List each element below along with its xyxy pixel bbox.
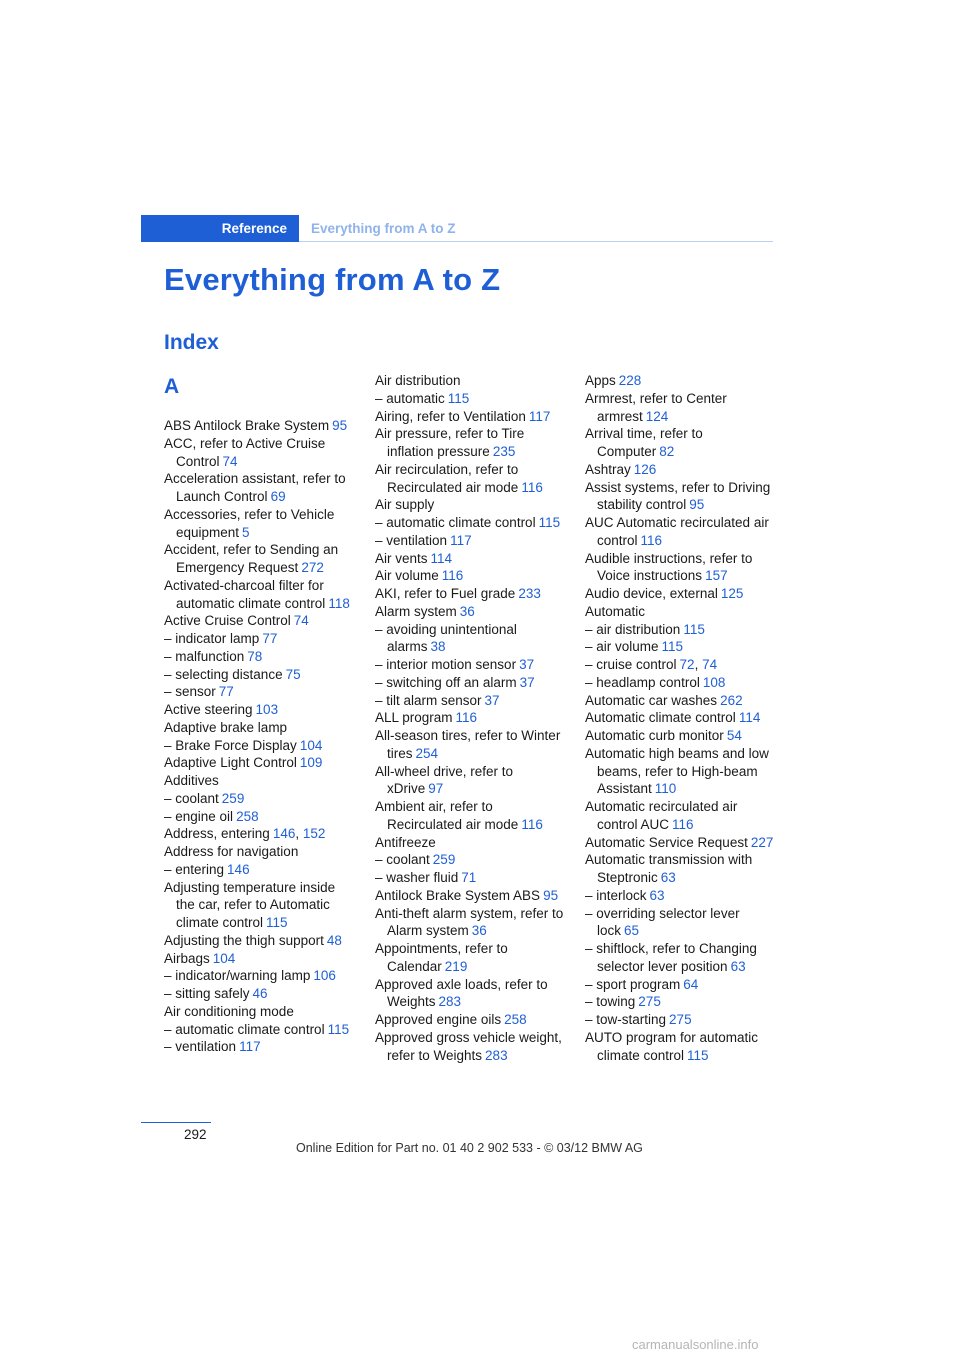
index-entry <box>164 630 352 648</box>
page-ref-link[interactable]: 77 <box>262 631 278 646</box>
index-entry-text: Adjusting temperature inside the car, refer to Automatic climate control <box>164 879 336 930</box>
page-ref-link[interactable]: 5 <box>242 524 250 540</box>
index-entry <box>164 701 352 719</box>
index-entry <box>375 692 565 710</box>
page-ref-link[interactable]: 116 <box>521 479 543 495</box>
index-entry-text: – malfunction <box>164 648 245 664</box>
page-ref-link[interactable]: 74 <box>293 613 309 629</box>
index-entry <box>164 772 352 790</box>
page-ref-link[interactable]: 95 <box>332 418 348 433</box>
index-entry-text: All-season tires, refer to Winter tires <box>375 728 561 761</box>
index-entry <box>585 1029 780 1065</box>
page-number: 292 <box>184 1127 207 1142</box>
index-entry <box>375 567 565 585</box>
index-entry <box>585 709 780 727</box>
index-entry-text: Audio device, external <box>585 586 718 601</box>
page-ref-link[interactable]: 115 <box>447 390 470 406</box>
edition-note: Online Edition for Part no. 01 40 2 902 533 - © 03/12 BMW AG <box>296 1141 643 1155</box>
page-ref-link[interactable]: 64 <box>683 976 699 992</box>
index-entry-text: – switching off an alarm <box>375 674 517 690</box>
index-entry <box>164 1003 352 1021</box>
index-entry <box>164 470 352 506</box>
index-entry <box>375 550 565 568</box>
index-entry <box>164 737 352 755</box>
page-ref-link[interactable]: 110 <box>654 781 677 797</box>
page-ref-link[interactable]: 95 <box>689 497 705 513</box>
index-entry-text: Air recirculation, refer to Recirculated air mode <box>375 461 519 495</box>
index-entry-text: Approved axle loads, refer to Weights <box>375 976 548 1010</box>
page-title: Everything from A to Z <box>164 262 501 297</box>
index-entry <box>585 727 780 745</box>
index-entry <box>375 798 565 834</box>
index-entry <box>585 550 780 586</box>
page-ref-link[interactable]: 116 <box>672 816 694 832</box>
index-entry-text: – towing <box>585 994 636 1010</box>
page-ref-link[interactable]: 233 <box>518 586 541 601</box>
page-ref-link[interactable]: 115 <box>266 915 288 930</box>
page-ref-link[interactable]: 227 <box>750 834 774 850</box>
index-entry <box>585 372 780 390</box>
page-ref-link[interactable]: 65 <box>624 923 640 939</box>
index-entry-text: – selecting distance <box>164 666 283 682</box>
index-entry-text: Automatic car washes <box>585 692 718 708</box>
index-entry <box>375 1029 565 1065</box>
page-ref-link[interactable]: 71 <box>461 870 477 885</box>
index-entry-text: Active steering <box>164 702 253 717</box>
index-entry <box>164 967 352 985</box>
index-entry <box>164 506 352 542</box>
page-ref-link[interactable]: 103 <box>255 702 279 717</box>
page-ref-link[interactable]: 258 <box>236 808 259 824</box>
index-entry-text: – automatic <box>375 390 445 406</box>
page-ref-link[interactable]: 38 <box>430 639 446 655</box>
page-ref-link[interactable]: 235 <box>492 444 516 459</box>
index-entry <box>375 390 565 408</box>
page-ref-link[interactable]: 104 <box>212 950 236 966</box>
index-entry-text: – tilt alarm sensor <box>375 692 482 708</box>
index-entry-text: Adaptive brake lamp <box>164 719 288 735</box>
index-entry-text: – interlock <box>585 887 647 903</box>
index-entry-text: Airbags <box>164 950 210 966</box>
index-entry-text: Anti-theft alarm system, refer to Alarm system <box>375 905 564 939</box>
page-ref-link[interactable]: 115 <box>683 621 705 637</box>
index-entry <box>585 461 780 479</box>
index-entry-text: Additives <box>164 773 219 788</box>
index-entry-text: – automatic climate control <box>375 515 536 530</box>
index-entry-text: Automatic <box>585 603 646 619</box>
index-entry-text: AKI, refer to Fuel grade <box>375 586 516 601</box>
index-entry-text: AUTO program for automatic climate control <box>585 1029 759 1063</box>
page-ref-link[interactable]: 69 <box>270 489 286 504</box>
index-entry-text: ACC, refer to Active Cruise Control <box>164 435 326 469</box>
index-entry <box>164 754 352 772</box>
page-ref-link[interactable]: 259 <box>221 790 245 806</box>
page-ref-link[interactable]: 157 <box>705 568 728 584</box>
page-ref-link[interactable]: 254 <box>415 745 439 761</box>
index-entry <box>164 985 352 1003</box>
page-ref-link[interactable]: 54 <box>726 728 742 743</box>
index-entry-text: – shiftlock, refer to Changing selector lever position <box>585 941 757 974</box>
index-entry-text: – coolant <box>375 852 430 868</box>
index-entry-text: – sensor <box>164 684 216 700</box>
index-entry-text: Audible instructions, refer to Voice instructions <box>585 550 753 584</box>
index-entry <box>375 603 565 621</box>
page-ref-link[interactable]: 259 <box>432 852 456 868</box>
page-ref-link[interactable]: 116 <box>441 568 464 584</box>
index-entry <box>585 479 780 515</box>
index-entry <box>375 727 565 763</box>
page-ref-link[interactable]: 78 <box>247 648 263 664</box>
index-entry <box>375 1011 565 1029</box>
index-entry <box>164 719 352 737</box>
index-entry <box>585 514 780 550</box>
index-entry-text: Armrest, refer to Center armrest <box>585 390 727 424</box>
page-ref-link[interactable]: 275 <box>669 1012 692 1027</box>
page-ref-link[interactable]: 82 <box>659 444 675 459</box>
index-entry <box>375 674 565 692</box>
index-entry-text: Automatic curb monitor <box>585 728 724 743</box>
page-ref-link[interactable]: 37 <box>519 657 535 672</box>
index-entry <box>375 709 565 727</box>
index-entry-text: Antifreeze <box>375 834 436 850</box>
page-ref-link[interactable]: 48 <box>326 932 342 948</box>
page-ref-link[interactable]: 275 <box>638 994 661 1010</box>
page-ref-link[interactable]: 117 <box>239 1039 261 1055</box>
index-entry-text: Automatic transmission with Steptronic <box>585 852 753 885</box>
index-entry-text: – interior motion sensor <box>375 657 517 672</box>
index-entry <box>375 372 565 390</box>
index-entry-text: – coolant <box>164 790 219 806</box>
page-ref-link[interactable]: 116 <box>640 532 663 548</box>
index-entry <box>585 692 780 710</box>
index-entry <box>585 851 780 887</box>
index-entry <box>164 648 352 666</box>
page-ref-link[interactable]: 106 <box>313 968 336 984</box>
index-entry <box>585 656 780 674</box>
index-entry-text: – air volume <box>585 639 659 655</box>
index-entry <box>585 940 780 976</box>
index-entry-text: Automatic recirculated air control AUC <box>585 799 738 832</box>
index-entry-text: Address, entering <box>164 826 270 842</box>
page-ref-link[interactable]: 36 <box>471 923 487 939</box>
index-entry <box>585 390 780 426</box>
index-entry <box>585 603 780 621</box>
header-section-label: Reference <box>221 221 287 236</box>
index-entry-text: Approved engine oils <box>375 1012 502 1027</box>
index-entry <box>375 656 565 674</box>
index-entry <box>585 905 780 941</box>
index-entry <box>164 541 352 577</box>
index-entry-text: Airing, refer to Ventilation <box>375 408 526 424</box>
index-entry <box>375 887 565 905</box>
index-entry <box>164 612 352 630</box>
page-ref-link[interactable]: 228 <box>618 373 642 388</box>
index-entry-text: Adjusting the thigh support <box>164 932 324 948</box>
index-entry <box>585 745 780 798</box>
index-entry-text: Adaptive Light Control <box>164 755 297 771</box>
page-ref-link[interactable]: 95 <box>543 887 559 903</box>
page-ref-separator: , <box>295 826 303 842</box>
index-entry <box>375 514 565 532</box>
header-subtitle: Everything from A to Z <box>311 221 456 236</box>
index-entry-text: Approved gross vehicle weight, refer to Weights <box>375 1029 562 1063</box>
index-entry-text: – ventilation <box>375 532 448 548</box>
index-entry-text: – tow-starting <box>585 1012 667 1027</box>
index-entry <box>164 950 352 968</box>
index-entry <box>375 532 565 550</box>
page-ref-link[interactable]: 283 <box>485 1047 508 1063</box>
index-entry-text: Acceleration assistant, refer to Launch Control <box>164 471 346 504</box>
index-entry <box>585 993 780 1011</box>
index-entry-text: Arrival time, refer to Computer <box>585 426 703 459</box>
index-entry <box>375 869 565 887</box>
index-entry <box>585 834 780 852</box>
index-entry <box>164 417 352 435</box>
index-entry <box>375 851 565 869</box>
page-ref-link[interactable]: 74 <box>702 657 718 672</box>
page-ref-separator: , <box>694 657 703 672</box>
page-ref-link[interactable]: 63 <box>660 870 676 885</box>
index-column-2 <box>375 372 565 1064</box>
index-entry <box>375 976 565 1012</box>
index-entry-text: – headlamp control <box>585 674 700 690</box>
index-entry <box>164 577 352 613</box>
index-entry-text: – overriding selector lever lock <box>585 905 740 939</box>
index-entry-text: – indicator/warning lamp <box>164 968 311 984</box>
page-ref-link[interactable]: 115 <box>327 1021 350 1037</box>
watermark: carmanualsonline.info <box>632 1337 759 1352</box>
index-entry-text: Address for navigation <box>164 844 299 859</box>
index-entry-text: Activated-charcoal filter for automatic climate control <box>164 577 326 611</box>
page-ref-link[interactable]: 126 <box>633 461 657 477</box>
index-entry <box>375 621 565 657</box>
page-ref-link[interactable]: 63 <box>649 887 665 903</box>
page-ref-link[interactable]: 109 <box>299 755 323 771</box>
page-ref-link[interactable]: 118 <box>328 595 350 611</box>
index-entry-text: ABS Antilock Brake System <box>164 418 330 433</box>
index-entry-text: AUC Automatic recirculated air control <box>585 515 769 548</box>
index-entry-text: Automatic high beams and low beams, refer to High-beam Assistant <box>585 745 769 797</box>
index-entry-text: Alarm system <box>375 603 457 619</box>
index-entry <box>375 461 565 497</box>
index-entry-text: Active Cruise Control <box>164 613 291 629</box>
header-rule <box>299 241 773 242</box>
index-entry-text: Ambient air, refer to Recirculated air mode <box>375 799 519 832</box>
index-entry <box>164 843 352 861</box>
index-column-3 <box>585 372 780 1064</box>
page-ref-link[interactable]: 124 <box>645 408 669 424</box>
index-entry-text: – indicator lamp <box>164 631 260 646</box>
index-entry-text: Automatic Service Request <box>585 834 748 850</box>
index-entry <box>164 1038 352 1056</box>
index-entry <box>164 435 352 471</box>
index-entry <box>164 1021 352 1039</box>
page-ref-link[interactable]: 115 <box>687 1047 709 1063</box>
section-letter: A <box>164 375 180 398</box>
index-entry <box>375 940 565 976</box>
index-entry-text: – sitting safely <box>164 986 250 1001</box>
index-entry-text: Apps <box>585 373 616 388</box>
index-entry-text: Accessories, refer to Vehicle equipment <box>164 506 335 540</box>
index-entry <box>585 638 780 656</box>
index-entry <box>585 585 780 603</box>
page-ref-link[interactable]: 116 <box>521 816 543 832</box>
index-entry-text: – sport program <box>585 976 681 992</box>
page-ref-link[interactable]: 116 <box>455 710 478 726</box>
index-entry <box>585 674 780 692</box>
page-ref-link[interactable]: 63 <box>730 958 746 974</box>
index-entry <box>375 905 565 941</box>
index-entry <box>585 621 780 639</box>
page-ref-link[interactable]: 114 <box>738 710 761 726</box>
index-entry-text: Air volume <box>375 568 439 584</box>
index-entry-text: ALL program <box>375 710 453 726</box>
index-entry-text: Air vents <box>375 550 428 566</box>
index-entry <box>585 976 780 994</box>
page-ref-link[interactable]: 152 <box>302 826 326 842</box>
index-entry-text: – automatic climate control <box>164 1021 325 1037</box>
index-entry-text: – entering <box>164 861 225 877</box>
index-entry-text: – ventilation <box>164 1039 237 1055</box>
index-entry <box>585 798 780 834</box>
page-ref-link[interactable]: 74 <box>222 453 238 469</box>
index-entry-text: Air supply <box>375 497 435 513</box>
page-ref-link[interactable]: 272 <box>301 560 324 575</box>
index-entry-text: Assist systems, refer to Driving stability control <box>585 479 771 513</box>
index-entry-text: Ashtray <box>585 461 631 477</box>
page-ref-link[interactable]: 115 <box>661 639 684 655</box>
index-entry <box>375 834 565 852</box>
page-ref-link[interactable]: 115 <box>538 515 561 530</box>
index-entry-text: Appointments, refer to Calendar <box>375 941 508 974</box>
page-ref-link[interactable]: 258 <box>504 1012 527 1027</box>
index-entry-text: Air conditioning mode <box>164 1003 294 1019</box>
page-ref-link[interactable]: 77 <box>218 684 234 700</box>
index-entry-text: – air distribution <box>585 621 681 637</box>
index-entry <box>164 666 352 684</box>
index-entry-text: Air pressure, refer to Tire inflation pressure <box>375 426 525 459</box>
page-ref-link[interactable]: 75 <box>285 666 301 682</box>
index-entry-text: – Brake Force Display <box>164 737 297 753</box>
index-entry <box>164 861 352 879</box>
index-entry <box>585 1011 780 1029</box>
page-ref-link[interactable]: 146 <box>227 861 250 877</box>
page-ref-link[interactable]: 46 <box>252 986 268 1001</box>
index-entry <box>375 496 565 514</box>
page-ref-link[interactable]: 125 <box>720 586 744 601</box>
index-entry-text: All-wheel drive, refer to xDrive <box>375 763 514 797</box>
index-heading: Index <box>164 331 219 354</box>
index-entry <box>164 683 352 701</box>
index-entry <box>164 825 352 843</box>
page-ref-link[interactable]: 117 <box>450 532 472 548</box>
index-entry <box>375 408 565 426</box>
index-entry <box>375 425 565 461</box>
page-ref-link[interactable]: 146 <box>272 826 296 842</box>
index-entry-text: – avoiding unintentional alarms <box>375 621 517 655</box>
page-ref-link[interactable]: 117 <box>528 408 551 424</box>
page-ref-link[interactable]: 108 <box>702 674 726 690</box>
index-entry <box>164 808 352 826</box>
index-column-1 <box>164 372 352 1056</box>
index-entry-text: Air distribution <box>375 373 461 388</box>
page-ref-link[interactable]: 36 <box>459 603 475 619</box>
page-ref-link[interactable]: 104 <box>299 737 323 753</box>
index-entry <box>164 932 352 950</box>
index-entry <box>164 879 352 932</box>
index-entry-text: – cruise control <box>585 657 677 672</box>
header-section-tab <box>141 215 299 242</box>
index-entry <box>375 763 565 799</box>
index-entry-text: Antilock Brake System ABS <box>375 887 541 903</box>
index-entry-text: – washer fluid <box>375 870 459 885</box>
index-entry-text: Automatic climate control <box>585 710 736 726</box>
page-ref-link[interactable]: 283 <box>438 994 462 1010</box>
page-ref-link[interactable]: 97 <box>428 781 444 797</box>
index-entry <box>585 425 780 461</box>
index-entry-text: Accident, refer to Sending an Emergency Request <box>164 542 339 575</box>
page-ref-link[interactable]: 37 <box>519 674 535 690</box>
page-ref-link[interactable]: 37 <box>484 692 500 708</box>
index-entry-text: – engine oil <box>164 808 234 824</box>
footer-rule <box>141 1122 211 1123</box>
page-ref-link[interactable]: 219 <box>444 958 468 974</box>
page-ref-link[interactable]: 114 <box>430 550 453 566</box>
index-entry <box>585 887 780 905</box>
page-ref-link[interactable]: 72 <box>679 657 695 672</box>
page-ref-link[interactable]: 262 <box>720 692 743 708</box>
index-entry <box>375 585 565 603</box>
index-entry <box>164 790 352 808</box>
